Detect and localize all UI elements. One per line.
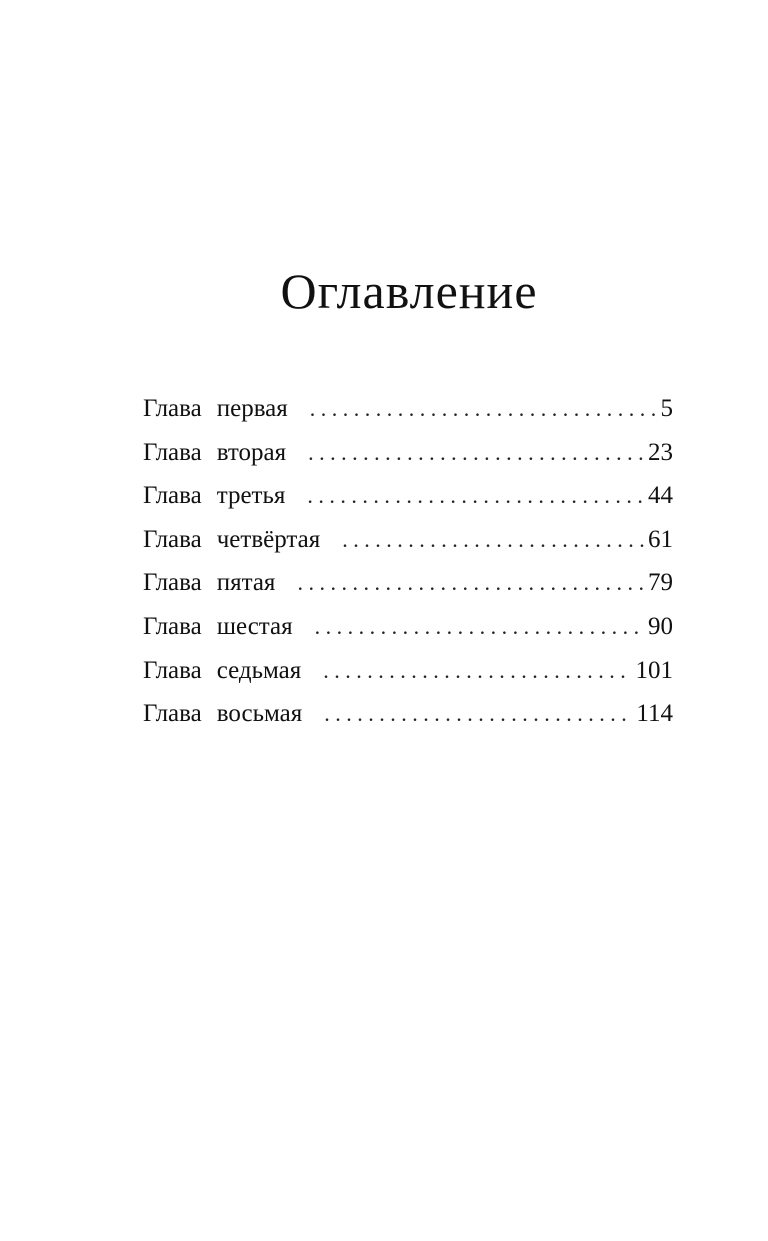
toc-entry-label (143, 569, 275, 597)
toc-entry-label (143, 657, 301, 685)
page-number: 61 (648, 525, 673, 553)
chapter-ordinal: третья (216, 482, 286, 510)
dot-leader (323, 658, 631, 684)
dot-leader (315, 614, 644, 640)
toc-entry-label (143, 395, 288, 423)
table-of-contents (143, 395, 673, 744)
page-number: 23 (648, 438, 673, 466)
toc-entry-label (143, 526, 320, 554)
page-title: Оглавление (280, 263, 538, 319)
page-number: 44 (648, 482, 673, 510)
toc-entry-4[interactable] (143, 526, 673, 570)
dot-leader (324, 701, 632, 727)
toc-entry-7[interactable] (143, 657, 673, 701)
chapter-word: Глава (143, 612, 202, 640)
toc-entry-8[interactable] (143, 700, 673, 744)
chapter-word: Глава (143, 525, 202, 553)
toc-entry-6[interactable] (143, 613, 673, 657)
chapter-ordinal: пятая (216, 569, 276, 597)
toc-entry-3[interactable] (143, 482, 673, 526)
toc-entry-label (143, 482, 285, 510)
chapter-word: Глава (143, 700, 202, 728)
toc-entry-label (143, 439, 286, 467)
chapter-ordinal: шестая (216, 612, 293, 640)
chapter-ordinal: восьмая (216, 700, 303, 728)
toc-entry-2[interactable] (143, 439, 673, 483)
chapter-ordinal: вторая (216, 438, 287, 466)
dot-leader (297, 570, 644, 596)
page-number: 101 (635, 656, 673, 684)
page-number: 5 (660, 395, 673, 422)
chapter-ordinal: первая (216, 395, 288, 422)
toc-entry-label (143, 700, 302, 728)
dot-leader (307, 483, 644, 509)
chapter-ordinal: седьмая (216, 656, 302, 684)
toc-entry-5[interactable] (143, 569, 673, 613)
dot-leader (310, 396, 657, 422)
page-number: 114 (636, 700, 673, 728)
page-number: 79 (648, 569, 673, 597)
chapter-word: Глава (143, 482, 202, 510)
chapter-word: Глава (143, 438, 202, 466)
chapter-word: Глава (143, 656, 202, 684)
chapter-ordinal: четвёртая (216, 525, 321, 553)
chapter-word: Глава (143, 395, 202, 422)
dot-leader (342, 527, 644, 553)
toc-entry-label (143, 613, 293, 641)
dot-leader (308, 440, 644, 466)
chapter-word: Глава (143, 569, 202, 597)
page-number: 90 (648, 612, 673, 640)
toc-entry-1[interactable] (143, 395, 673, 439)
